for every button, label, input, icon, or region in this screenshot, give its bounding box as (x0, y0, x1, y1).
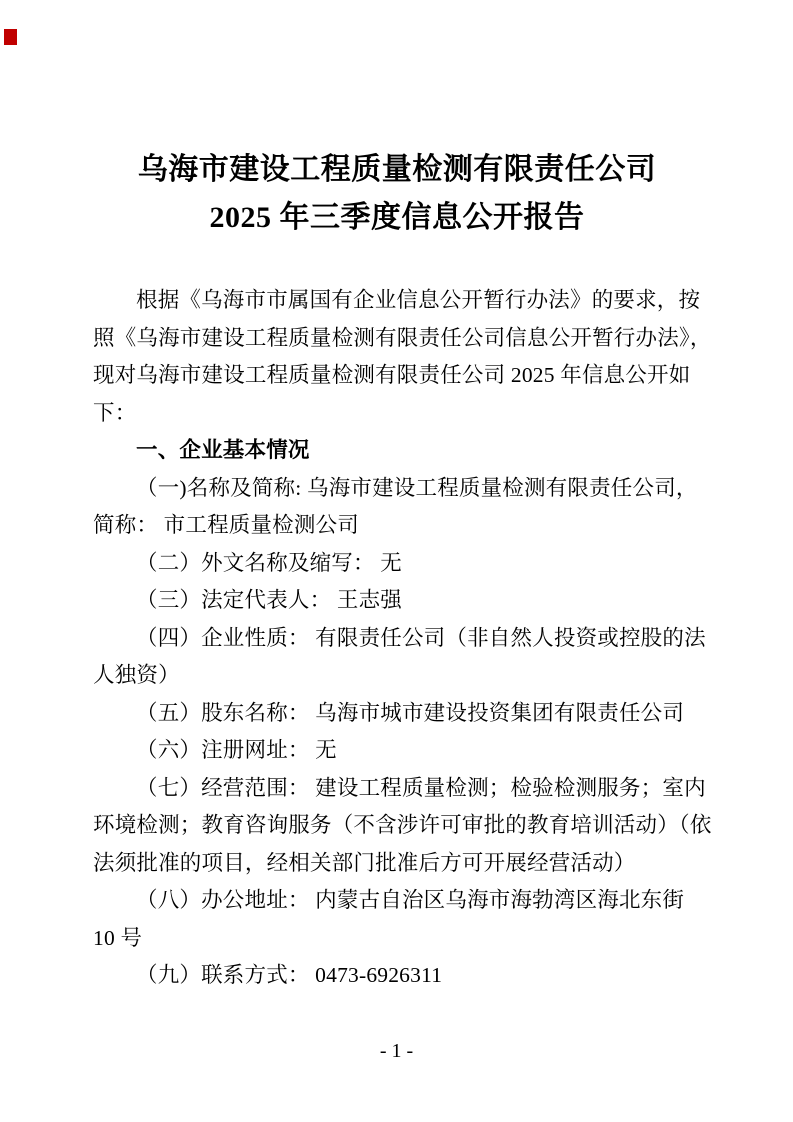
page-number: - 1 - (379, 1040, 414, 1062)
item-line-company-type: （四）企业性质： 有限责任公司（非自然人投资或控股的法 (136, 625, 706, 650)
document-body (93, 282, 712, 995)
item-line-address-cont: 10 号 (93, 925, 143, 950)
item-line-business-scope-cont: 法须批准的项目，经相关部门批准后方可开展经营活动） (93, 850, 636, 875)
intro-line: 下： (93, 400, 137, 425)
document-content (93, 146, 712, 995)
item-line-name-cont: 简称： 市工程质量检测公司 (93, 513, 359, 537)
item-line-address: （八）办公地址： 内蒙古自治区乌海市海勃湾区海北东街 (136, 888, 685, 912)
item-line-contact: （九）联系方式： 0473-6926311 (136, 963, 443, 987)
item-line-business-scope: （七）经营范围： 建设工程质量检测；检验检测服务；室内 (136, 775, 706, 800)
document-title-line-2: 2025 年三季度信息公开报告 (209, 201, 585, 234)
item-line-company-type-cont: 人独资） (93, 663, 180, 687)
item-line-legal-rep: （三）法定代表人： 王志强 (136, 588, 402, 612)
item-line-business-scope-cont: 环境检测；教育咨询服务（不含涉许可审批的教育培训活动）（依 (93, 813, 712, 837)
item-line-name: （一)名称及简称: 乌海市建设工程质量检测有限责任公司， (136, 475, 698, 500)
intro-line: 照《乌海市建设工程质量检测有限责任公司信息公开暂行办法》， (93, 325, 712, 350)
intro-line: 根据《乌海市市属国有企业信息公开暂行办法》的要求，按 (136, 288, 701, 312)
item-line-shareholder: （五）股东名称： 乌海市城市建设投资集团有限责任公司 (136, 700, 685, 725)
item-line-foreign-name: （二）外文名称及缩写： 无 (136, 550, 402, 575)
intro-line: 现对乌海市建设工程质量检测有限责任公司 2025 年信息公开如 (93, 363, 691, 387)
red-corner-mark (4, 29, 17, 45)
item-line-website: （六）注册网址： 无 (136, 738, 337, 762)
document-title-line-1: 乌海市建设工程质量检测有限责任公司 (137, 153, 657, 186)
section-heading: 一、企业基本情况 (136, 438, 310, 462)
